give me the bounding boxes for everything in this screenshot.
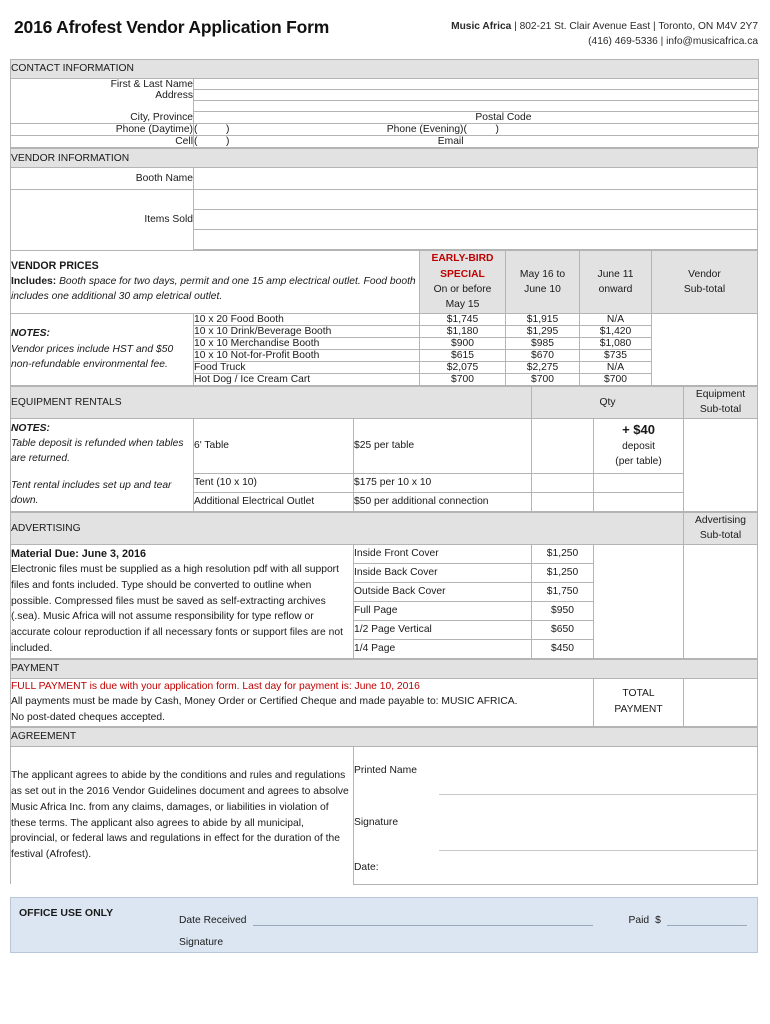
agreement-printed-name-row bbox=[11, 746, 758, 794]
vendor-prices-notes bbox=[11, 313, 194, 385]
row-full-name bbox=[11, 78, 759, 90]
row-phones bbox=[11, 124, 759, 136]
row-city-postal bbox=[11, 112, 759, 124]
input-first-last-name[interactable] bbox=[194, 78, 759, 90]
payment-band-row bbox=[11, 659, 758, 678]
vendor-information-table bbox=[10, 148, 758, 250]
row-address bbox=[11, 90, 759, 101]
row-cell-email bbox=[11, 136, 759, 148]
input-items-sold-line-1[interactable] bbox=[194, 190, 758, 210]
input-vendor-subtotal[interactable] bbox=[652, 313, 758, 385]
row-booth-name bbox=[11, 168, 758, 190]
paren-open-evening: ( bbox=[463, 124, 467, 136]
label-cell: Cell bbox=[11, 136, 194, 148]
total-payment-line-1: TOTAL bbox=[622, 687, 655, 699]
column-header-late-period bbox=[580, 251, 652, 314]
equipment-item-price: $175 per 10 x 10 bbox=[354, 473, 532, 492]
deposit-unit: (per table) bbox=[615, 456, 662, 468]
advertising-subtotal-line-2: Sub-total bbox=[699, 530, 742, 542]
input-items-sold-line-3[interactable] bbox=[194, 230, 758, 250]
section-header-payment: PAYMENT bbox=[11, 659, 758, 678]
price-item-name: 10 x 10 Merchandise Booth bbox=[194, 337, 420, 349]
column-header-mid-period bbox=[506, 251, 580, 314]
advertising-material-due: Material Due: June 3, 2016 bbox=[11, 547, 147, 560]
price-late: $1,420 bbox=[580, 325, 652, 337]
table-row bbox=[11, 313, 758, 325]
table-row bbox=[11, 544, 758, 563]
equipment-item-price: $50 per additional connection bbox=[354, 492, 532, 511]
label-address-spacer-1 bbox=[11, 101, 194, 112]
input-paid-amount[interactable] bbox=[667, 911, 747, 926]
input-booth-name[interactable] bbox=[194, 168, 758, 190]
label-items-sold: Items Sold bbox=[11, 190, 194, 250]
payment-instructions bbox=[11, 678, 594, 726]
equipment-notes-line-1: Table deposit is refunded when tables are returned. bbox=[11, 438, 184, 465]
equipment-deposit-empty bbox=[594, 492, 684, 511]
early-bird-line-4: May 15 bbox=[445, 299, 480, 311]
vendor-subtotal-line-2: Sub-total bbox=[683, 283, 726, 295]
input-phone-evening[interactable] bbox=[464, 124, 759, 136]
equipment-subtotal-line-1: Equipment bbox=[695, 388, 746, 400]
equipment-item-name: 6' Table bbox=[194, 418, 354, 473]
early-bird-line-1: EARLY-BIRD bbox=[431, 253, 494, 265]
input-date[interactable] bbox=[439, 850, 758, 884]
price-item-name: Food Truck bbox=[194, 361, 420, 373]
input-address-line-1[interactable] bbox=[194, 90, 759, 101]
section-header-advertising: ADVERTISING bbox=[11, 512, 684, 544]
currency-symbol: $ bbox=[655, 914, 661, 926]
label-phone-daytime: Phone (Daytime) bbox=[11, 124, 194, 136]
price-late: $735 bbox=[580, 349, 652, 361]
office-row-signature bbox=[179, 926, 747, 948]
vendor-prices-table bbox=[10, 250, 758, 386]
deposit-word: deposit bbox=[622, 441, 655, 453]
input-address-line-2[interactable] bbox=[194, 101, 759, 112]
organization-phone-email: (416) 469-5336 | info@musicafrica.ca bbox=[588, 35, 758, 47]
table-deposit-cell bbox=[594, 418, 684, 473]
section-header-equipment-rentals: EQUIPMENT RENTALS bbox=[11, 386, 532, 418]
office-use-only-label: OFFICE USE ONLY bbox=[19, 906, 114, 919]
ad-item-price: $1,250 bbox=[532, 563, 594, 582]
page-title: 2016 Afrofest Vendor Application Form bbox=[14, 17, 330, 37]
label-email: Email bbox=[354, 136, 464, 148]
organization-address-line bbox=[451, 20, 758, 35]
paren-open-daytime: ( bbox=[194, 124, 198, 136]
equipment-band-row bbox=[11, 386, 758, 418]
price-mid: $700 bbox=[506, 373, 580, 385]
label-address: Address bbox=[11, 90, 194, 101]
row-address-2 bbox=[11, 101, 759, 112]
paren-close-evening: ) bbox=[495, 124, 499, 136]
ad-item-price: $650 bbox=[532, 620, 594, 639]
input-cell[interactable] bbox=[194, 136, 354, 148]
vendor-prices-includes-block bbox=[11, 251, 420, 314]
ad-item-price: $950 bbox=[532, 601, 594, 620]
price-mid: $2,275 bbox=[506, 361, 580, 373]
price-early: $1,180 bbox=[420, 325, 506, 337]
equipment-item-name: Additional Electrical Outlet bbox=[194, 492, 354, 511]
deposit-amount: + $40 bbox=[622, 422, 655, 438]
price-mid: $1,295 bbox=[506, 325, 580, 337]
price-item-name: Hot Dog / Ice Cream Cart bbox=[194, 373, 420, 385]
section-header-contact: CONTACT INFORMATION bbox=[11, 59, 759, 78]
includes-description: Booth space for two days, permit and one 15 amp electrical outlet. Food booth includes one additional 30 amp eletrical outlet. bbox=[11, 275, 416, 302]
price-item-name: 10 x 10 Not-for-Profit Booth bbox=[194, 349, 420, 361]
input-advertising-subtotal[interactable] bbox=[684, 544, 758, 658]
organization-contact-block bbox=[451, 17, 758, 50]
price-mid: $1,915 bbox=[506, 313, 580, 325]
price-early: $700 bbox=[420, 373, 506, 385]
advertising-table bbox=[10, 512, 758, 659]
ad-item-name: 1/2 Page Vertical bbox=[354, 620, 532, 639]
price-late: N/A bbox=[580, 313, 652, 325]
input-printed-name[interactable] bbox=[439, 746, 758, 794]
input-equipment-qty[interactable] bbox=[532, 418, 594, 473]
input-city-province[interactable] bbox=[194, 112, 464, 124]
label-signature: Signature bbox=[354, 794, 439, 850]
vendor-prices-header-row bbox=[11, 251, 758, 314]
ad-item-name: 1/4 Page bbox=[354, 639, 532, 658]
ad-item-name: Full Page bbox=[354, 601, 532, 620]
price-early: $2,075 bbox=[420, 361, 506, 373]
equipment-item-name: Tent (10 x 10) bbox=[194, 473, 354, 492]
equipment-subtotal-line-2: Sub-total bbox=[699, 404, 742, 416]
includes-label: Includes: bbox=[11, 275, 57, 287]
input-email[interactable] bbox=[464, 136, 759, 148]
organization-address: | 802-21 St. Clair Avenue East | Toronto, ON M4V 2Y7 bbox=[511, 21, 758, 32]
column-header-qty: Qty bbox=[532, 386, 684, 418]
input-date-received[interactable] bbox=[253, 911, 593, 926]
label-first-last-name: First & Last Name bbox=[11, 78, 194, 90]
agreement-table bbox=[10, 727, 758, 885]
agreement-terms-text: The applicant agrees to abide by the conditions and rules and regulations as set out in the 2016 Vendor Guidelines document and agrees to absolve Music Africa Inc. from any claims, damages, or liabilities in violation of these terms. The applicant also agrees to abide by all municipal, provincial, or federal laws and regulations in effect for the duration of the festival (Afrofest). bbox=[11, 746, 354, 884]
input-equipment-subtotal[interactable] bbox=[684, 418, 758, 511]
vendor-prices-includes-text bbox=[11, 275, 419, 305]
late-period-line-1: June 11 bbox=[597, 268, 634, 280]
ad-item-name: Inside Front Cover bbox=[354, 544, 532, 563]
price-late: N/A bbox=[580, 361, 652, 373]
late-period-line-2: onward bbox=[598, 283, 633, 295]
input-phone-daytime[interactable] bbox=[194, 124, 354, 136]
section-header-agreement: AGREEMENT bbox=[11, 727, 758, 746]
mid-period-line-2: June 10 bbox=[524, 283, 561, 295]
column-header-equipment-subtotal bbox=[684, 386, 758, 418]
ad-item-name: Outside Back Cover bbox=[354, 582, 532, 601]
equipment-deposit-empty bbox=[594, 473, 684, 492]
price-item-name: 10 x 10 Drink/Beverage Booth bbox=[194, 325, 420, 337]
payment-content-row bbox=[11, 678, 758, 726]
price-mid: $985 bbox=[506, 337, 580, 349]
price-early: $1,745 bbox=[420, 313, 506, 325]
ad-item-price: $1,250 bbox=[532, 544, 594, 563]
contact-information-table bbox=[10, 59, 759, 149]
paren-close-daytime: ) bbox=[226, 124, 230, 136]
organization-name: Music Africa bbox=[451, 21, 512, 32]
agreement-band-row bbox=[11, 727, 758, 746]
label-office-signature: Signature bbox=[179, 936, 224, 948]
contact-section-band-row bbox=[11, 59, 759, 78]
ad-item-name: Inside Back Cover bbox=[354, 563, 532, 582]
advertising-band-row bbox=[11, 512, 758, 544]
input-signature[interactable] bbox=[439, 794, 758, 850]
price-late: $700 bbox=[580, 373, 652, 385]
ad-item-price: $1,750 bbox=[532, 582, 594, 601]
payment-postdated-note: No post-dated cheques accepted. bbox=[11, 712, 165, 724]
label-printed-name: Printed Name bbox=[354, 746, 439, 794]
payment-table bbox=[10, 659, 758, 727]
total-payment-line-2: PAYMENT bbox=[614, 704, 663, 716]
column-header-early-bird bbox=[420, 251, 506, 314]
input-equipment-qty[interactable] bbox=[532, 492, 594, 511]
label-booth-name: Booth Name bbox=[11, 168, 194, 190]
section-header-vendor-prices: VENDOR PRICES bbox=[11, 260, 99, 273]
early-bird-line-2: SPECIAL bbox=[440, 268, 485, 280]
payment-notice: FULL PAYMENT is due with your application form. Last day for payment is: June 10, 2016 bbox=[11, 680, 420, 692]
input-postal-code[interactable] bbox=[532, 112, 759, 124]
vendor-info-band-row bbox=[11, 149, 758, 168]
price-mid: $670 bbox=[506, 349, 580, 361]
input-office-signature[interactable] bbox=[229, 933, 747, 948]
document-header bbox=[10, 0, 758, 59]
row-items-sold-1 bbox=[11, 190, 758, 210]
vendor-notes-label: NOTES: bbox=[11, 328, 50, 340]
label-postal-code: Postal Code bbox=[464, 112, 532, 124]
input-equipment-qty[interactable] bbox=[532, 473, 594, 492]
vendor-notes-text: Vendor prices include HST and $50 non-refundable environmental fee. bbox=[11, 343, 174, 371]
input-total-payment[interactable] bbox=[684, 678, 758, 726]
label-city-province: City, Province bbox=[11, 112, 194, 124]
office-use-only-section bbox=[10, 897, 758, 953]
office-use-fields bbox=[179, 898, 757, 952]
label-total-payment bbox=[594, 678, 684, 726]
equipment-item-price: $25 per table bbox=[354, 418, 532, 473]
label-phone-evening: Phone (Evening) bbox=[354, 124, 464, 136]
equipment-rentals-notes bbox=[11, 418, 194, 511]
label-paid: Paid bbox=[628, 914, 650, 926]
advertising-description bbox=[11, 544, 354, 658]
table-row bbox=[11, 418, 758, 473]
price-early: $900 bbox=[420, 337, 506, 349]
advertising-body-text: Electronic files must be supplied as a high resolution pdf with all support files and fonts included. Type should be converted to outline when possible. Compressed files must be saved as self-extracting archives (.sea). Music Africa will not assume responsibility for type reflow or accurate colour reproduction if all necessary fonts or support files are not included. bbox=[11, 564, 343, 654]
equipment-rentals-table bbox=[10, 386, 758, 512]
input-advertising-qty[interactable] bbox=[594, 544, 684, 658]
column-header-vendor-subtotal bbox=[652, 251, 758, 314]
price-item-name: 10 x 20 Food Booth bbox=[194, 313, 420, 325]
ad-item-price: $450 bbox=[532, 639, 594, 658]
equipment-notes-line-2: Tent rental includes set up and tear down. bbox=[11, 479, 172, 507]
office-row-date-received bbox=[179, 904, 747, 926]
paren-open-cell: ( bbox=[194, 136, 198, 148]
label-date: Date: bbox=[354, 850, 439, 884]
payment-methods: All payments must be made by Cash, Money Order or Certified Cheque and made payable to: MUSIC AFRICA. bbox=[11, 696, 518, 708]
input-items-sold-line-2[interactable] bbox=[194, 210, 758, 230]
paren-close-cell: ) bbox=[226, 136, 230, 148]
label-date-received: Date Received bbox=[179, 914, 247, 926]
price-late: $1,080 bbox=[580, 337, 652, 349]
price-early: $615 bbox=[420, 349, 506, 361]
advertising-subtotal-line-1: Advertising bbox=[695, 514, 746, 526]
vendor-subtotal-line-1: Vendor bbox=[688, 268, 721, 280]
section-header-vendor-information: VENDOR INFORMATION bbox=[11, 149, 758, 168]
mid-period-line-1: May 16 to bbox=[519, 268, 566, 280]
equipment-notes-label: NOTES: bbox=[11, 422, 50, 434]
early-bird-line-3: On or before bbox=[433, 283, 492, 295]
column-header-advertising-subtotal bbox=[684, 512, 758, 544]
